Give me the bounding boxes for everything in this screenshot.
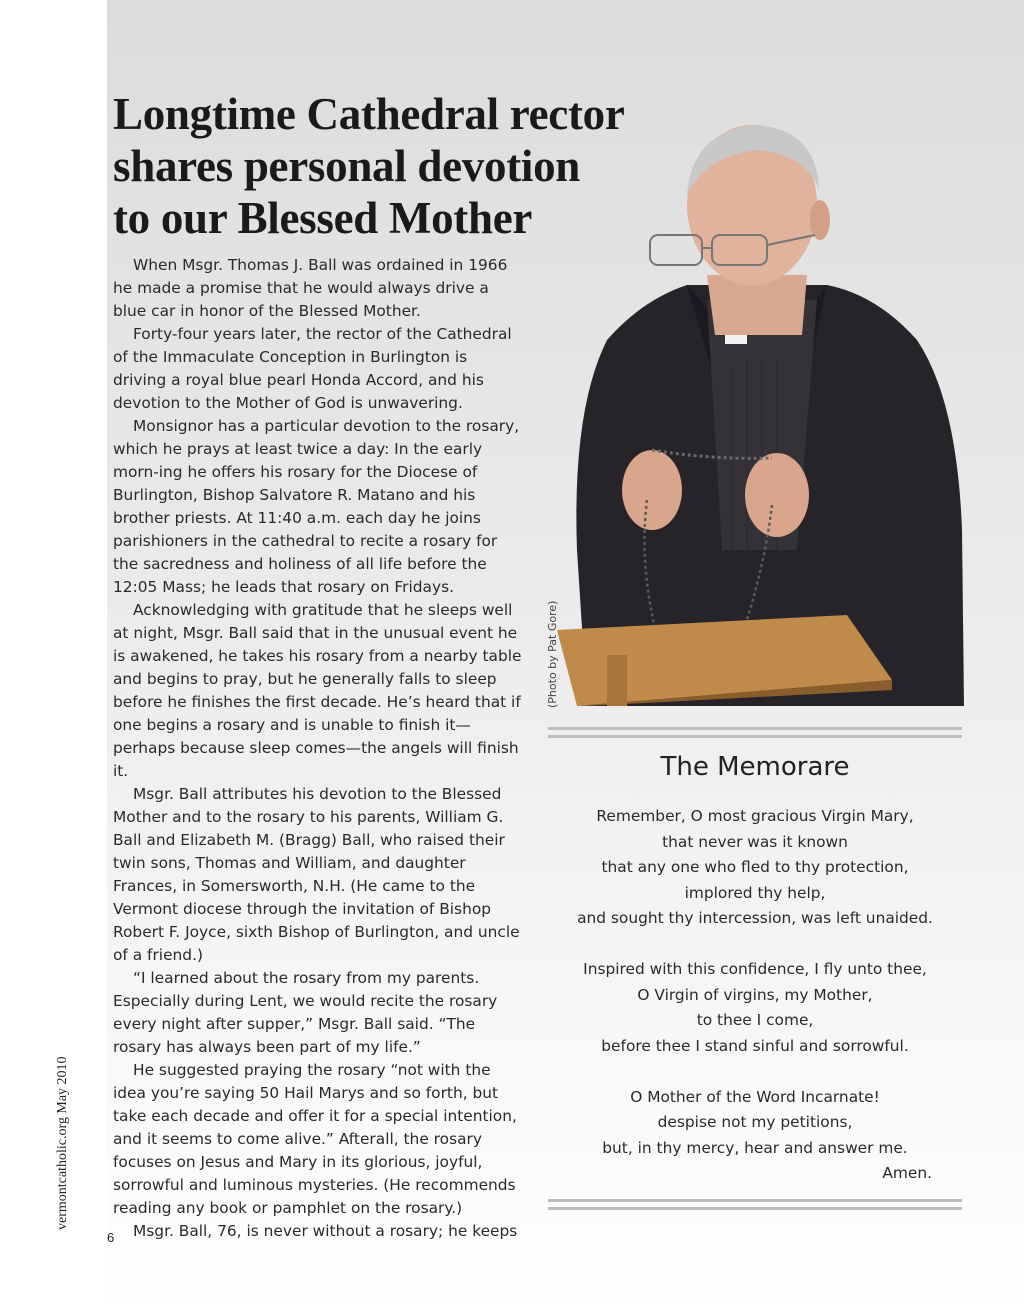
article-paragraph: When Msgr. Thomas J. Ball was ordained in 1966 he made a promise that he would always drive a blue car in honor of the Blessed Mother. [113,256,508,320]
memorare-title: The Memorare [660,752,850,782]
article-paragraph: Msgr. Ball attributes his devotion to the Blessed Mother and to the rosary to his parents, William G. Ball and Elizabeth M. (Bragg) Ball, who raised their twin sons, Thomas and William, and daughter Frances, in Somersworth, N.H. (He came to the Vermont diocese through the invitation of Bishop Robert F. Joyce, sixth Bishop of Burlington, and uncle of a friend.) [113,785,520,964]
prayer-line: Inspired with this confidence, I fly unto thee, [583,960,927,978]
top-rule [548,735,962,738]
prayer-line: that any one who fled to thy protection, [601,858,909,876]
prayer-stanza [548,804,962,932]
photo-credit: (Photo by Pat Gore) [546,600,559,708]
article-body [113,254,523,1243]
page-margin [0,0,107,1314]
headline-line: Longtime Cathedral rector [113,89,625,139]
prayer-line: O Mother of the Word Incarnate! [630,1087,880,1106]
prayer-stanza [548,957,962,1059]
prayer-line: despise not my petitions, [657,1113,853,1131]
article-paragraph: Forty-four years later, the rector of the Cathedral of the Immaculate Conception in Burlington is driving a royal blue pearl Honda Accord, and his devotion to the Mother of God is unwavering. [113,325,512,412]
bottom-rule [548,1199,962,1202]
priest-photo [547,110,964,706]
prayer-line: implored thy help, [684,883,826,902]
prayer-stanza [548,1085,962,1162]
top-rule [548,727,962,730]
memorare-prayer [548,804,962,1187]
article-paragraph: Acknowledging with gratitude that he sleeps well at night, Msgr. Ball said that in the unusual event he is awakened, he takes his rosary from a nearby table and begins to pray, but he generally falls to sleep before he finishes the first decade. He’s heard that if one begins a rosary and is unable to finish it—perhaps because sleep comes—the angels will finish it. [113,601,522,780]
page-number: 6 [107,1230,115,1245]
prayer-line: before thee I stand sinful and sorrowful. [601,1036,909,1055]
prayer-line: that never was it known [662,832,848,851]
prayer-line: Remember, O most gracious Virgin Mary, [596,807,914,825]
prayer-line: O Virgin of virgins, my Mother, [637,985,873,1004]
prayer-line: and sought thy intercession, was left unaided. [577,909,933,927]
prayer-line: to thee I come, [696,1011,814,1029]
headline-line: to our Blessed Mother [113,193,533,243]
article-paragraph: “I learned about the rosary from my parents. Especially during Lent, we would recite the rosary every night after supper,” Msgr. Ball said. “The rosary has always been part of my life.” [113,969,498,1056]
article-paragraph: Monsignor has a particular devotion to the rosary, which he prays at least twice a day: In the early morn-ing he offers his rosary for the Diocese of Burlington, Bishop Salvatore R. Matano and his brother priests. At 11:40 a.m. each day he joins parishioners in the cathedral to recite a rosary for the sacredness and holiness of all life before the 12:05 Mass; he leads that rosary on Fridays. [113,417,520,596]
article-paragraph: He suggested praying the rosary “not with the idea you’re saying 50 Hail Marys and so forth, but take each decade and offer it for a special intention, and it seems to come alive.” Afterall, the rosary focuses on Jesus and Mary in its glorious, joyful, sorrowful and luminous mysteries. (He recommends reading any book or pamphlet on the rosary.) [113,1061,517,1217]
publication-side-label: vermontcatholic.org May 2010 [55,1056,70,1230]
headline-line: shares personal devotion [113,141,581,191]
prayer-line: but, in thy mercy, hear and answer me. [602,1138,908,1157]
bottom-rule [548,1207,962,1210]
prayer-closing: Amen. [882,1164,932,1182]
article-paragraph: Msgr. Ball, 76, is never without a rosary; he keeps [133,1222,518,1240]
